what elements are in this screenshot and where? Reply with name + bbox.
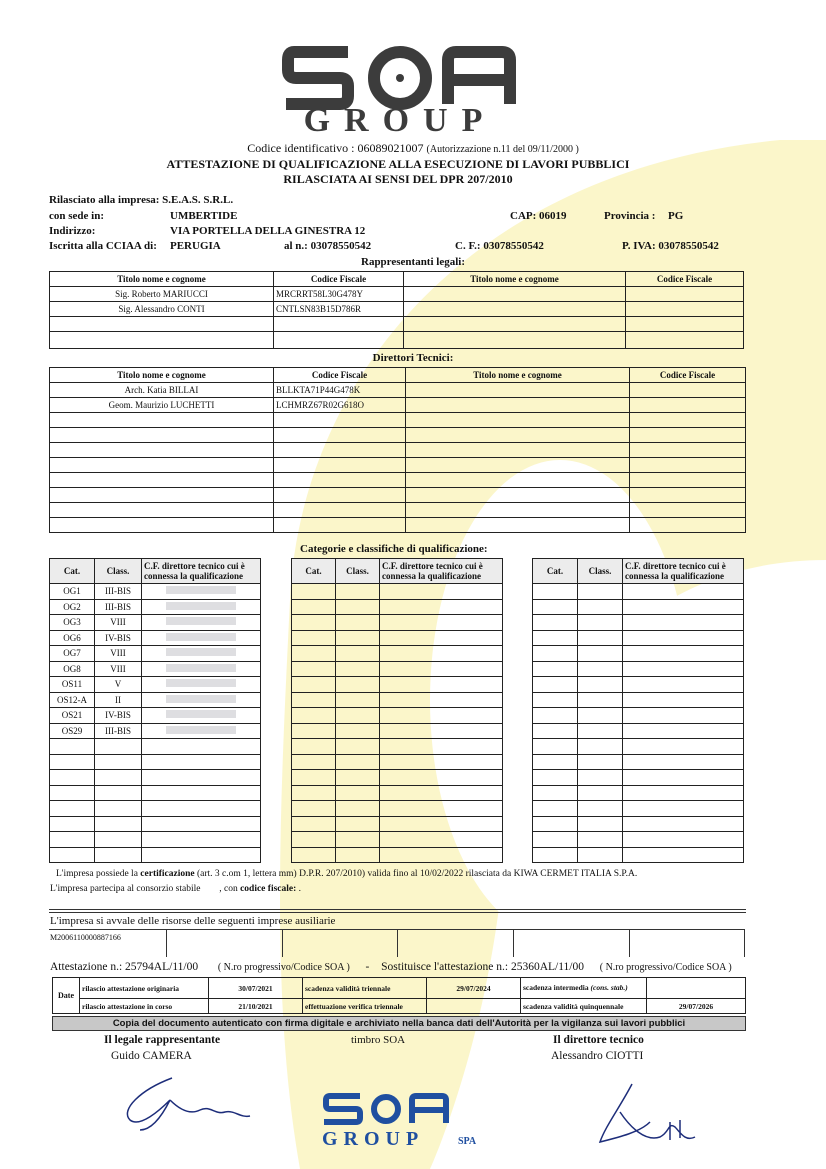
legale-name: Guido CAMERA xyxy=(111,1050,192,1062)
cciaa-label: Iscritta alla CCIAA di: xyxy=(49,240,157,252)
table-row: OG2 III-BIS xyxy=(50,599,261,615)
provincia-label: Provincia : xyxy=(604,210,656,222)
col-cat: Cat. xyxy=(533,559,578,584)
spa-text: SPA xyxy=(458,1136,477,1147)
table-row: OG6 IV-BIS xyxy=(50,630,261,646)
col-codice-fiscale: Codice Fiscale xyxy=(274,368,406,383)
rappresentanti-table xyxy=(49,271,744,349)
table-row xyxy=(50,383,746,398)
rilasciato-label: Rilasciato alla impresa: xyxy=(49,194,160,206)
col-nome: Titolo nome e cognome xyxy=(406,368,630,383)
ausiliarie-code: M2006110000887166 xyxy=(50,933,121,942)
autorizzazione: (Autorizzazione n.11 del 09/11/2000 ) xyxy=(426,144,579,155)
attestazione-numero: Attestazione n.: 25794AL/11/00 xyxy=(50,961,199,973)
al-numero: al n.: 03078550542 xyxy=(284,240,372,252)
cap: CAP: 06019 xyxy=(510,210,567,222)
soa-logo-bottom xyxy=(322,1092,477,1152)
indirizzo-value: VIA PORTELLA DELLA GINESTRA 12 xyxy=(170,225,366,237)
table-row: OG8 VIII xyxy=(50,661,261,677)
group-text-bottom: GROUP xyxy=(322,1128,425,1150)
direttore-title: Il direttore tecnico xyxy=(553,1034,644,1046)
cf-cell: LCHMRZ67R02G618O xyxy=(274,398,406,413)
col-codice-fiscale: Codice Fiscale xyxy=(630,368,746,383)
codice-identificativo-line xyxy=(0,141,826,156)
cf-cell: MRCRRT58L30G478Y xyxy=(274,287,404,302)
col-cat: Cat. xyxy=(292,559,336,584)
cf-cell: BLLKTA71P44G478K xyxy=(274,383,406,398)
col-nome: Titolo nome e cognome xyxy=(50,272,274,287)
copia-banner: Copia del documento autenticato con firma digitale e archiviato nella banca dati dell'Autorità per la vigilanza sui lavori pubblici xyxy=(52,1016,746,1031)
table-row xyxy=(50,287,744,302)
direttori-table xyxy=(49,367,746,533)
categorie-title: Categorie e classifiche di qualificazione: xyxy=(300,543,488,555)
table-row: OG7 VIII xyxy=(50,646,261,662)
rilasciato-row xyxy=(49,194,233,206)
ausiliarie-title: L'impresa si avvale delle risorse delle seguenti imprese ausiliarie xyxy=(50,915,336,927)
rilasciato-value: S.E.A.S. S.R.L. xyxy=(162,194,234,206)
sostituisce: Sostituisce l'attestazione n.: 25360AL/11/00 xyxy=(381,961,584,973)
col-codice-fiscale: Codice Fiscale xyxy=(626,272,744,287)
direttore-signature xyxy=(590,1082,710,1152)
sede-label: con sede in: xyxy=(49,210,104,222)
rappresentanti-title: Rappresentanti legali: xyxy=(361,256,465,268)
attestazione-line: Attestazione n.: 25794AL/11/00 ( N.ro progressivo/Codice SOA ) - Sostituisce l'attestazione n.: 25360AL/11/00 ( N.ro progressivo/Codice SOA ) xyxy=(50,961,732,973)
col-cat: Cat. xyxy=(50,559,95,584)
document-title: ATTESTAZIONE DI QUALIFICAZIONE ALLA ESECUZIONE DI LAVORI PUBBLICI xyxy=(166,157,630,171)
col-cf-direttore: C.F. direttore tecnico cui è connessa la qualificazione xyxy=(380,559,503,584)
table-row: OS29 III-BIS xyxy=(50,723,261,739)
nome-cell: Sig. Roberto MARIUCCI xyxy=(50,287,274,302)
direttore-name: Alessandro CIOTTI xyxy=(551,1050,644,1062)
categorie-table-2 xyxy=(291,558,503,863)
codice-identificativo: Codice identificativo : 06089021007 xyxy=(247,141,424,155)
date-label: Date xyxy=(53,978,80,1014)
table-row: OS11 V xyxy=(50,677,261,693)
categorie-table-3 xyxy=(532,558,744,863)
certificazione-line: L'impresa possiede la certificazione (art. 3 c.om 1, lettera mm) D.P.R. 207/2010) valida fino al 10/02/2022 rilasciata da KIWA CERMET ITALIA S.P.A. xyxy=(56,869,638,879)
soa-logo-mark xyxy=(322,1092,452,1128)
codice-fiscale: C. F.: 03078550542 xyxy=(455,240,544,252)
table-row: OS21 IV-BIS xyxy=(50,708,261,724)
col-class: Class. xyxy=(336,559,380,584)
col-cf-direttore: C.F. direttore tecnico cui è connessa la qualificazione xyxy=(142,559,261,584)
col-codice-fiscale: Codice Fiscale xyxy=(274,272,404,287)
nome-cell: Geom. Maurizio LUCHETTI xyxy=(50,398,274,413)
nome-cell: Arch. Katia BILLAI xyxy=(50,383,274,398)
soa-logo xyxy=(280,40,520,140)
sede-value: UMBERTIDE xyxy=(170,210,238,222)
consorzio-line: L'impresa partecipa al consorzio stabile , con codice fiscale: . xyxy=(50,884,302,894)
table-row xyxy=(50,302,744,317)
indirizzo-label: Indirizzo: xyxy=(49,225,96,237)
col-nome: Titolo nome e cognome xyxy=(404,272,626,287)
table-row: OS12-A II xyxy=(50,692,261,708)
document-subtitle: RILASCIATA AI SENSI DEL DPR 207/2010 xyxy=(283,172,513,186)
col-class: Class. xyxy=(578,559,623,584)
group-text: GROUP xyxy=(303,102,497,139)
nome-cell: Sig. Alessandro CONTI xyxy=(50,302,274,317)
direttori-title: Direttori Tecnici: xyxy=(372,352,454,364)
col-nome: Titolo nome e cognome xyxy=(50,368,274,383)
legale-signature xyxy=(100,1070,260,1140)
divider xyxy=(49,909,746,913)
ausiliarie-box xyxy=(49,929,745,957)
col-class: Class. xyxy=(95,559,142,584)
table-row: OG3 VIII xyxy=(50,615,261,631)
cciaa-value: PERUGIA xyxy=(170,240,221,252)
partita-iva: P. IVA: 03078550542 xyxy=(622,240,719,252)
categorie-table-1 xyxy=(49,558,261,863)
table-row xyxy=(50,398,746,413)
table-row: OG1 III-BIS xyxy=(50,584,261,600)
cf-cell: CNTLSN83B15D786R xyxy=(274,302,404,317)
col-cf-direttore: C.F. direttore tecnico cui è connessa la qualificazione xyxy=(623,559,744,584)
legale-title: Il legale rappresentante xyxy=(104,1034,221,1046)
date-table: Date rilascio attestazione originaria 30/07/2021 scadenza validità triennale 29/07/2024 scadenza intermedia (cons. stab.) rilascio attestazione in corso 21/10/2021 effettuazione verifica triennale scadenza validità quinquennale 29/07/2026 xyxy=(52,977,746,1014)
provincia-value: PG xyxy=(668,210,684,222)
timbro-soa: timbro SOA xyxy=(351,1034,406,1046)
